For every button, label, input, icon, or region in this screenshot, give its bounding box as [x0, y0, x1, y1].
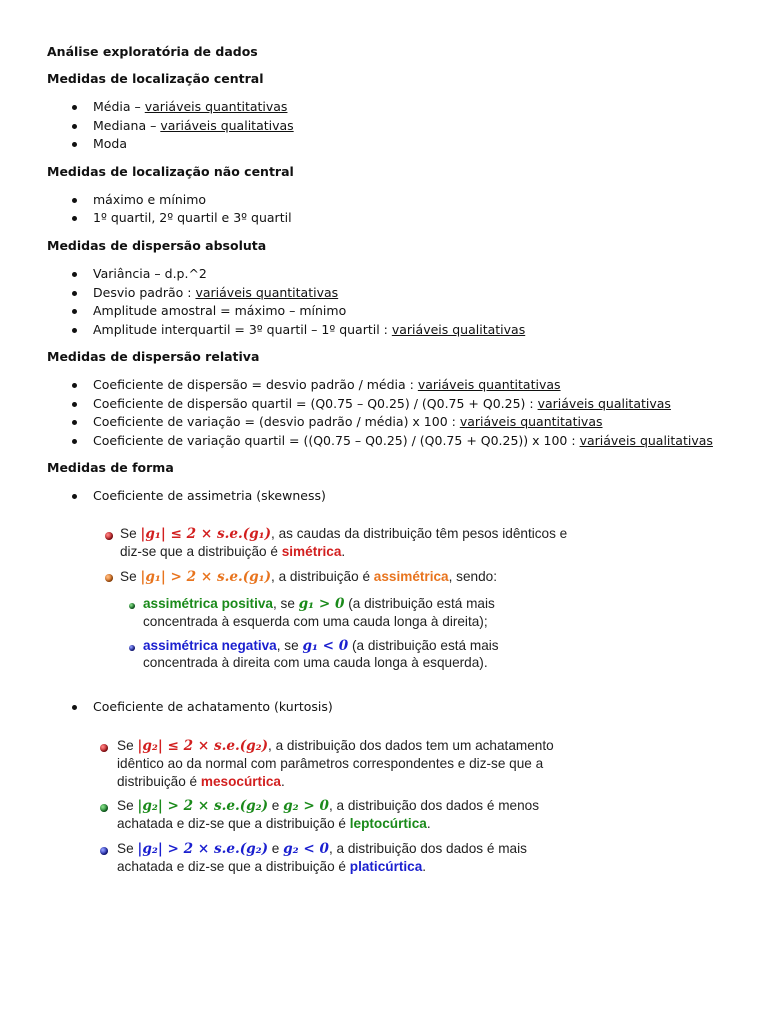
link-text: variáveis qualitativas — [537, 396, 671, 411]
link-text: variáveis quantitativas — [195, 285, 339, 300]
math-expression: |g₁| ≤ 2 × s.e.(g₁) — [140, 526, 272, 542]
bullet-green-icon — [129, 603, 135, 609]
list-item: Amplitude amostral = máximo – mínimo — [93, 303, 347, 318]
list-item: Coeficiente de variação = (desvio padrão / média) x 100 : variáveis quantitativas — [93, 414, 603, 429]
math-expression: g₂ < 0 — [283, 841, 329, 857]
list-item: Desvio padrão : variáveis quantitativas — [93, 285, 339, 300]
bullet-red-icon — [100, 744, 108, 752]
link-text: variáveis qualitativas — [579, 433, 713, 448]
list-item: máximo e mínimo — [93, 192, 207, 207]
bullet-red-icon — [105, 532, 113, 540]
math-expression: |g₂| ≤ 2 × s.e.(g₂) — [137, 738, 269, 754]
list-item: Coeficiente de achatamento (kurtosis) — [93, 699, 333, 714]
heading-shape: Medidas de forma — [47, 460, 174, 475]
math-expression: g₁ > 0 — [298, 596, 345, 612]
link-text: variáveis quantitativas — [417, 377, 561, 392]
list-item: Variância – d.p.^2 — [93, 266, 207, 281]
keyword-assimetrica: assimétrica — [373, 569, 449, 584]
skewness-figure: Se |g₁| ≤ 2 × s.e.(g₁), as caudas da distribuição têm pesos idênticos e diz-se que a distribuição é simétrica. Se |g₁| > 2 × s.e.(g₁), a distribuição é assimétrica, sendo: assimétrica positiva, se g₁ > 0 (a distribuição está mais concentrada à esquerda com uma cauda longa à direita); assimétrica negativa, se g₁ < 0 (a distribuição está mais concentrada à direita com uma cauda longa à esquerda). — [105, 526, 665, 676]
keyword-negativa: assimétrica negativa — [143, 638, 277, 653]
bullet-orange-icon — [105, 574, 113, 582]
link-text: variáveis quantitativas — [144, 99, 288, 114]
list-item: Amplitude interquartil = 3º quartil – 1º quartil : variáveis qualitativas — [93, 322, 526, 337]
keyword-positiva: assimétrica positiva — [143, 596, 273, 611]
keyword-mesocurtica: mesocúrtica — [200, 774, 281, 789]
list-item: Média – variáveis quantitativas — [93, 99, 288, 114]
link-text: variáveis qualitativas — [160, 118, 294, 133]
bullet-green-icon — [100, 804, 108, 812]
math-expression: |g₁| > 2 × s.e.(g₁) — [140, 569, 272, 585]
bullet-blue-icon — [129, 645, 135, 651]
math-expression: |g₂| > 2 × s.e.(g₂) — [137, 798, 269, 814]
heading-non-central: Medidas de localização não central — [47, 164, 294, 179]
heading-central: Medidas de localização central — [47, 71, 264, 86]
heading-rel-dispersion: Medidas de dispersão relativa — [47, 349, 260, 364]
keyword-platicurtica: platicúrtica — [349, 859, 423, 874]
list-item: Coeficiente de dispersão quartil = (Q0.75 – Q0.25) / (Q0.75 + Q0.25) : variáveis qualitativas — [93, 396, 671, 411]
list-item: Coeficiente de assimetria (skewness) — [93, 488, 326, 503]
list-item: Coeficiente de dispersão = desvio padrão / média : variáveis quantitativas — [93, 377, 561, 392]
math-expression: g₁ < 0 — [302, 638, 349, 654]
list-item: Mediana – variáveis qualitativas — [93, 118, 294, 133]
math-expression: |g₂| > 2 × s.e.(g₂) — [137, 841, 269, 857]
math-expression: g₂ > 0 — [283, 798, 329, 814]
heading-abs-dispersion: Medidas de dispersão absoluta — [47, 238, 267, 253]
list-item: 1º quartil, 2º quartil e 3º quartil — [93, 210, 292, 225]
link-text: variáveis quantitativas — [459, 414, 603, 429]
document-title: Análise exploratória de dados — [47, 44, 258, 59]
link-text: variáveis qualitativas — [391, 322, 526, 337]
keyword-leptocurtica: leptocúrtica — [349, 816, 427, 831]
list-item: Coeficiente de variação quartil = ((Q0.75 – Q0.25) / (Q0.75 + Q0.25)) x 100 : variáveis qualitativas — [93, 433, 713, 448]
keyword-simetrica: simétrica — [281, 544, 342, 559]
list-item: Moda — [93, 136, 128, 151]
kurtosis-figure: Se |g₂| ≤ 2 × s.e.(g₂), a distribuição dos dados tem um achatamento idêntico ao da normal com parâmetros correspondentes e diz-se que a distribuição é mesocúrtica. Se |g₂| > 2 × s.e.(g₂) e g₂ > 0, a distribuição dos dados é menos achatada e diz-se que a distribuição é leptocúrtica. Se |g₂| > 2 × s.e.(g₂) e g₂ < 0, a distribuição dos dados é mais achatada e diz-se que a distribuição é platicúrtica. — [100, 738, 680, 880]
bullet-blue-icon — [100, 847, 108, 855]
